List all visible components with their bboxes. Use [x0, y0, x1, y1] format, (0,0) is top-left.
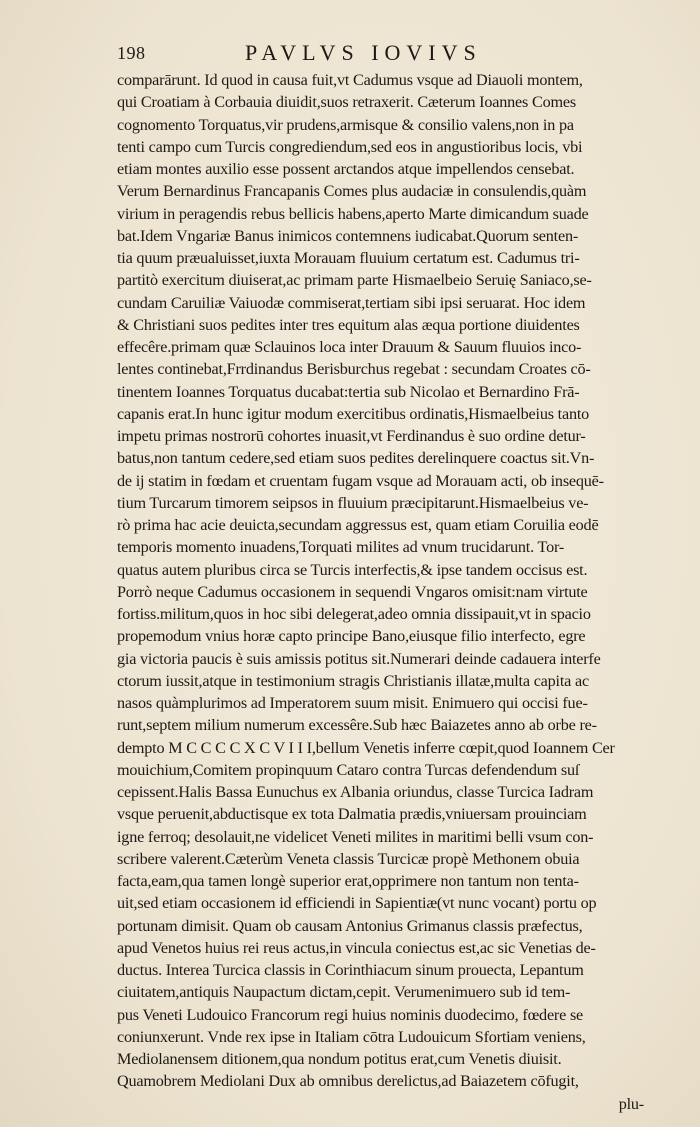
catchword: plu-	[618, 1094, 644, 1113]
text-line: igne ferroq; desolauit,ne videlicet Veneti milites in maritimi belli vsum con-	[117, 827, 594, 846]
text-line: ductus. Interea Turcica classis in Corinthiacum sinum prouecta, Lepantum	[117, 961, 584, 979]
text-line: ciuitatem,antiquis Naupactum dictam,cepit. Verumenimuero sub id tem-	[117, 983, 571, 1002]
text-line: impetu primas nostrorū cohortes inuasit,vt Ferdinandus è suo ordine detur-	[117, 427, 586, 445]
text-line: de ij statim in fœdam et cruentam fugam vsque ad Morauam acti, ob insequē-	[117, 471, 604, 490]
text-line: lentes continebat,Frrdinandus Berisburchus regebat : secundam Croates cō-	[117, 360, 591, 379]
text-line: comparārunt. Id quod in causa fuit,vt Cadumus vsque ad Diauoli montem,	[117, 71, 583, 89]
text-line: virium in peragendis rebus bellicis habens,aperto Marte dimicandum suade	[117, 204, 589, 223]
folio-number: 198	[117, 43, 146, 63]
text-line: uit,sed etiam occasionem id efficiendi in Sapientiæ(vt nunc vocant) portu op	[117, 894, 597, 913]
text-line: Verum Bernardinus Francapanis Comes plus audaciæ in consulendis,quàm	[117, 182, 587, 201]
text-line: rò prima hac acie deuicta,secundam aggressus est, quam etiam Coruilia eodē	[117, 516, 599, 534]
text-line: tium Turcarum timorem seipsos in fluuium præcipitarunt.Hismaelbeius ve-	[117, 493, 589, 512]
text-line: nasos quàmplurimos ad Imperatorem suum misit. Enimuero qui occisi fue-	[117, 694, 588, 712]
text-line: cognomento Torquatus,vir prudens,armisque & consilio valens,non in pa	[117, 115, 574, 134]
text-line: cundam Caruiliæ Vaiuodæ commiserat,tertiam sibi ipsi seruarat. Hoc idem	[117, 293, 586, 312]
text-line: portunam dimisit. Quam ob causam Antonius Grimanus classis præfectus,	[117, 916, 583, 935]
text-line: tenti campo cum Turcis congrediendum,sed eos in angustioribus locis, vbi	[117, 137, 583, 156]
text-line: gia victoria paucis è suis amissis potitus sit.Numerari deinde cadauera interfe	[117, 649, 601, 668]
text-line: facta,eam,qua tamen longè superior erat,opprimere non tantum non tenta-	[117, 872, 579, 890]
text-line: pus Veneti Ludouico Francorum regi huius nominis duodecimo, fœdere se	[117, 1005, 584, 1024]
body-text	[117, 69, 647, 1115]
text-line: cepissent.Halis Bassa Eunuchus ex Albania oriundus, classe Turcica Iadram	[117, 783, 594, 801]
text-line: vsque peruenit,abductisque ex tota Dalmatia prædis,vniuersam prouinciam	[117, 805, 587, 824]
text-line: quatus autem pluribus circa se Turcis interfectis,& ipse tandem occisus est.	[117, 560, 588, 579]
text-line: etiam montes auxilio esse possent arctandos atque impellendos censebat.	[117, 160, 575, 178]
text-line: fortiss.militum,quos in hoc sibi delegerat,adeo omnia dissipauit,vt in spacio	[117, 605, 591, 623]
text-line: tia quum præualuisset,iuxta Morauam fluuium certatum est. Cadumus tri-	[117, 249, 580, 267]
text-line: partitò exercitum diuiserat,ac primam parte Hismaelbeio Seruię Saniaco,se-	[117, 271, 592, 290]
text-line: ctorum iussit,atque in testimonium stragis Christianis illatæ,multa capita ac	[117, 671, 589, 690]
text-line: scribere valerent.Cæterùm Veneta classis Turcicæ propè Methonem obuia	[117, 849, 580, 868]
text-line: Quamobrem Mediolani Dux ab omnibus derelictus,ad Baiazetem cōfugit,	[117, 1072, 579, 1091]
text-line: qui Croatiam à Corbauia diuidit,suos retraxerit. Cæterum Ioannes Comes	[117, 93, 576, 112]
text-line: mouichium,Comitem propinquum Cataro contra Turcas defendendum suſ	[117, 760, 580, 779]
text-line: apud Venetos huius rei reus actus,in vincula coniectus est,ac sic Venetias de-	[117, 938, 596, 957]
text-line: runt,septem milium numerum excessêre.Sub hæc Baiazetes anno ab orbe re-	[117, 716, 597, 735]
text-line: temporis momento inuadens,Torquati milites ad vnum trucidarunt. Tor-	[117, 538, 565, 557]
text-line: dempto M C C C C X C V I I I,bellum Venetis inferre cœpit,quod Ioannem Cer	[117, 738, 615, 757]
text-line: propemodum vnius horæ capto principe Bano,eiusque filio interfecto, egre	[117, 627, 586, 646]
text-line: capanis erat.In hunc igitur modum exercitibus ordinatis,Hismaelbeius tanto	[117, 404, 590, 423]
text-line: bat.Idem Vngariæ Banus inimicos contemnens iudicabat.Quorum senten-	[117, 226, 579, 245]
text-line: tinentem Ioannes Torquatus ducabat:tertia sub Nicolao et Bernardino Frā-	[117, 382, 580, 401]
text-line: coniunxerunt. Vnde rex ipse in Italiam cōtra Ludouicum Sfortiam veniens,	[117, 1027, 586, 1046]
text-line: batus,non tantum cedere,sed etiam suos pedites derelinquere coactus sit.Vn-	[117, 449, 595, 468]
page-header	[117, 40, 637, 70]
text-line: & Christiani suos pedites inter tres equitum alas æqua portione diuidentes	[117, 315, 580, 334]
running-head: PAVLVS IOVIVS	[245, 40, 482, 65]
text-line: Porrò neque Cadumus occasionem in sequendi Vngaros omisit:nam virtute	[117, 582, 588, 601]
text-line: Mediolanensem ditionem,qua nondum potitus erat,cum Venetis diuisit.	[117, 1050, 562, 1068]
text-line: effecêre.primam quæ Sclauinos loca inter Drauum & Sauum fluuios inco-	[117, 338, 582, 356]
